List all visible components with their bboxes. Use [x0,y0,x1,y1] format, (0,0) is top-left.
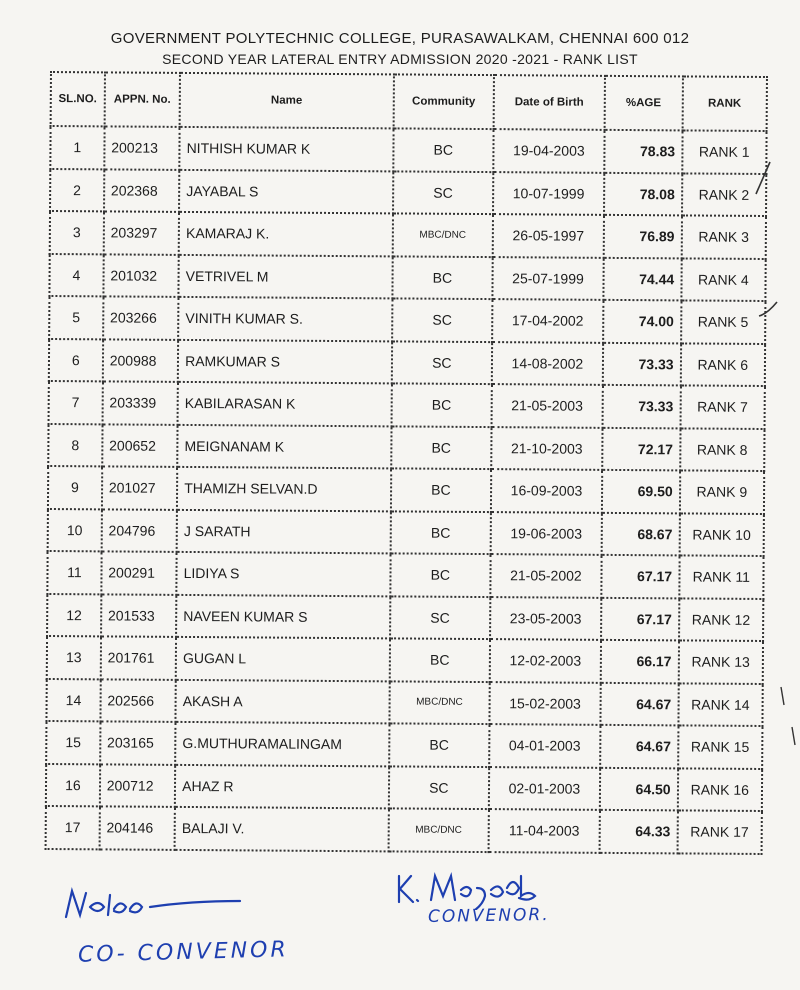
rank-cell: RANK 5 [681,300,766,343]
sl-no-cell: 3 [50,211,104,254]
sl-no-cell: 5 [49,296,103,339]
date-of-birth-cell: 14-08-2002 [492,342,603,385]
rank-cell: RANK 12 [679,598,764,641]
college-title: GOVERNMENT POLYTECHNIC COLLEGE, PURASAWALKAM, CHENNAI 600 012 [110,30,690,47]
sl-no-cell: 13 [47,636,101,679]
community-cell: SC [391,341,492,384]
appn-no-cell: 203297 [104,211,180,254]
table-row [46,806,762,853]
appn-no-cell: 200213 [104,126,180,169]
community-cell: SC [393,171,494,214]
date-of-birth-cell: 25-07-1999 [493,257,604,300]
date-of-birth-cell: 21-05-2003 [492,384,603,427]
date-of-birth-cell: 19-06-2003 [491,512,602,555]
table-row [48,508,764,555]
percentage-cell: 74.00 [603,300,681,343]
name-cell: JAYABAL S [179,169,393,213]
percentage-cell: 73.33 [603,342,681,385]
percentage-cell: 64.50 [600,767,678,810]
appn-no-cell: 201032 [103,254,179,297]
date-of-birth-cell: 26-05-1997 [493,214,604,257]
sl-no-cell: 2 [50,169,104,212]
percentage-cell: 67.17 [601,597,679,640]
table-row [46,721,762,768]
name-cell: GUGAN L [176,637,390,681]
rank-list-subtitle: SECOND YEAR LATERAL ENTRY ADMISSION 2020 -2021 - RANK LIST [162,51,638,67]
rank-cell: RANK 11 [679,555,764,598]
check-mark-icon [788,725,800,747]
percentage-cell: 66.17 [600,640,678,683]
table-row [48,466,764,513]
date-of-birth-cell: 19-04-2003 [494,129,605,172]
col-header-appn-no: APPN. No. [104,72,180,127]
name-cell: KABILARASAN K [178,382,392,426]
sl-no-cell: 16 [46,763,100,806]
co-convenor-signature [60,885,260,925]
sl-no-cell: 15 [46,721,100,764]
percentage-cell: 69.50 [602,470,680,513]
appn-no-cell: 200652 [102,424,178,467]
check-mark-icon [775,685,789,707]
check-mark-icon [752,160,772,200]
appn-no-cell: 201027 [102,466,178,509]
sl-no-cell: 4 [49,254,103,297]
col-header-sl-no: SL.NO. [51,72,105,126]
appn-no-cell: 203339 [102,381,178,424]
appn-no-cell: 201761 [101,636,177,679]
name-cell: THAMIZH SELVAN.D [177,467,391,511]
sl-no-cell: 11 [47,551,101,594]
community-cell: MBC/DNC [389,681,490,724]
appn-no-cell: 204796 [101,509,177,552]
table-row [46,678,762,725]
date-of-birth-cell: 23-05-2003 [490,597,601,640]
community-cell: SC [388,766,489,809]
table-row [50,169,766,216]
rank-cell: RANK 7 [680,385,765,428]
rank-cell: RANK 3 [681,215,766,258]
appn-no-cell: 200291 [101,551,177,594]
date-of-birth-cell: 17-04-2002 [492,299,603,342]
col-header-name: Name [180,73,394,128]
percentage-cell: 73.33 [602,385,680,428]
table-row [50,126,766,173]
percentage-cell: 78.83 [604,130,682,173]
date-of-birth-cell: 02-01-2003 [489,767,600,810]
date-of-birth-cell: 15-02-2003 [490,682,601,725]
col-header-rank: RANK [682,76,767,131]
date-of-birth-cell: 12-02-2003 [490,639,601,682]
check-mark-icon [757,300,779,320]
name-cell: LIDIYA S [176,552,390,596]
name-cell: BALAJI V. [175,807,389,851]
table-row [49,381,765,428]
date-of-birth-cell: 21-05-2002 [491,554,602,597]
table-header-row [51,72,767,131]
sl-no-cell: 1 [50,126,104,169]
community-cell: BC [390,553,491,596]
percentage-cell: 64.67 [600,682,678,725]
community-cell: BC [393,128,494,171]
appn-no-cell: 200988 [103,339,179,382]
table-row [47,593,763,640]
rank-cell: RANK 10 [679,513,764,556]
name-cell: AKASH A [176,679,390,723]
col-header-percentage: %AGE [604,76,682,131]
community-cell: SC [392,298,493,341]
rank-cell: RANK 2 [682,173,767,216]
table-row [47,636,763,683]
percentage-cell: 76.89 [603,215,681,258]
sl-no-cell: 9 [48,466,102,509]
name-cell: NITHISH KUMAR K [179,127,393,171]
percentage-cell: 64.33 [599,810,677,853]
community-cell: BC [392,256,493,299]
rank-cell: RANK 17 [677,810,762,853]
sl-no-cell: 6 [49,339,103,382]
community-cell: BC [389,723,490,766]
date-of-birth-cell: 04-01-2003 [489,724,600,767]
percentage-cell: 74.44 [603,257,681,300]
convenor-label: CONVENOR. [427,904,550,928]
table-row [46,763,762,810]
col-header-community: Community [393,74,494,129]
date-of-birth-cell: 21-10-2003 [491,427,602,470]
appn-no-cell: 202368 [104,169,180,212]
appn-no-cell: 201533 [101,594,177,637]
sl-no-cell: 8 [48,423,102,466]
table-row [48,423,764,470]
table-row [49,339,765,386]
community-cell: SC [390,596,491,639]
table-row [47,551,763,598]
rank-cell: RANK 16 [677,768,762,811]
appn-no-cell: 203165 [100,721,176,764]
appn-no-cell: 202566 [100,679,176,722]
appn-no-cell: 204146 [99,806,175,849]
table-row [49,254,765,301]
community-cell: BC [389,638,490,681]
community-cell: BC [391,426,492,469]
rank-cell: RANK 6 [680,343,765,386]
rank-cell: RANK 15 [678,725,763,768]
name-cell: AHAZ R [175,764,389,808]
community-cell: BC [390,468,491,511]
percentage-cell: 72.17 [602,427,680,470]
community-cell: BC [390,511,491,554]
name-cell: RAMKUMAR S [178,339,392,383]
rank-cell: RANK 14 [678,683,763,726]
name-cell: KAMARAJ K. [179,212,393,256]
community-cell: MBC/DNC [388,808,489,851]
percentage-cell: 68.67 [601,512,679,555]
rank-cell: RANK 4 [681,258,766,301]
name-cell: G.MUTHURAMALINGAM [175,722,389,766]
appn-no-cell: 200712 [100,764,176,807]
percentage-cell: 78.08 [604,172,682,215]
col-header-date-of-birth: Date of Birth [494,75,605,130]
name-cell: NAVEEN KUMAR S [176,594,390,638]
rank-list-table [45,71,768,854]
name-cell: J SARATH [177,509,391,553]
name-cell: VINITH KUMAR S. [178,297,392,341]
table-row [50,211,766,258]
date-of-birth-cell: 10-07-1999 [493,172,604,215]
rank-cell: RANK 9 [680,470,765,513]
community-cell: MBC/DNC [392,213,493,256]
name-cell: MEIGNANAM K [177,424,391,468]
sl-no-cell: 12 [47,593,101,636]
sl-no-cell: 17 [46,806,100,849]
community-cell: BC [391,383,492,426]
date-of-birth-cell: 16-09-2003 [491,469,602,512]
convenor-signature [395,870,595,910]
co-convenor-label: CO- CONVENOR [77,937,290,968]
sl-no-cell: 10 [48,508,102,551]
name-cell: VETRIVEL M [179,254,393,298]
appn-no-cell: 203266 [103,296,179,339]
rank-cell: RANK 13 [678,640,763,683]
percentage-cell: 67.17 [601,555,679,598]
date-of-birth-cell: 11-04-2003 [489,809,600,852]
sl-no-cell: 7 [49,381,103,424]
table-row [49,296,765,343]
percentage-cell: 64.67 [600,725,678,768]
rank-cell: RANK 8 [680,428,765,471]
rank-cell: RANK 1 [682,130,767,173]
sl-no-cell: 14 [46,678,100,721]
